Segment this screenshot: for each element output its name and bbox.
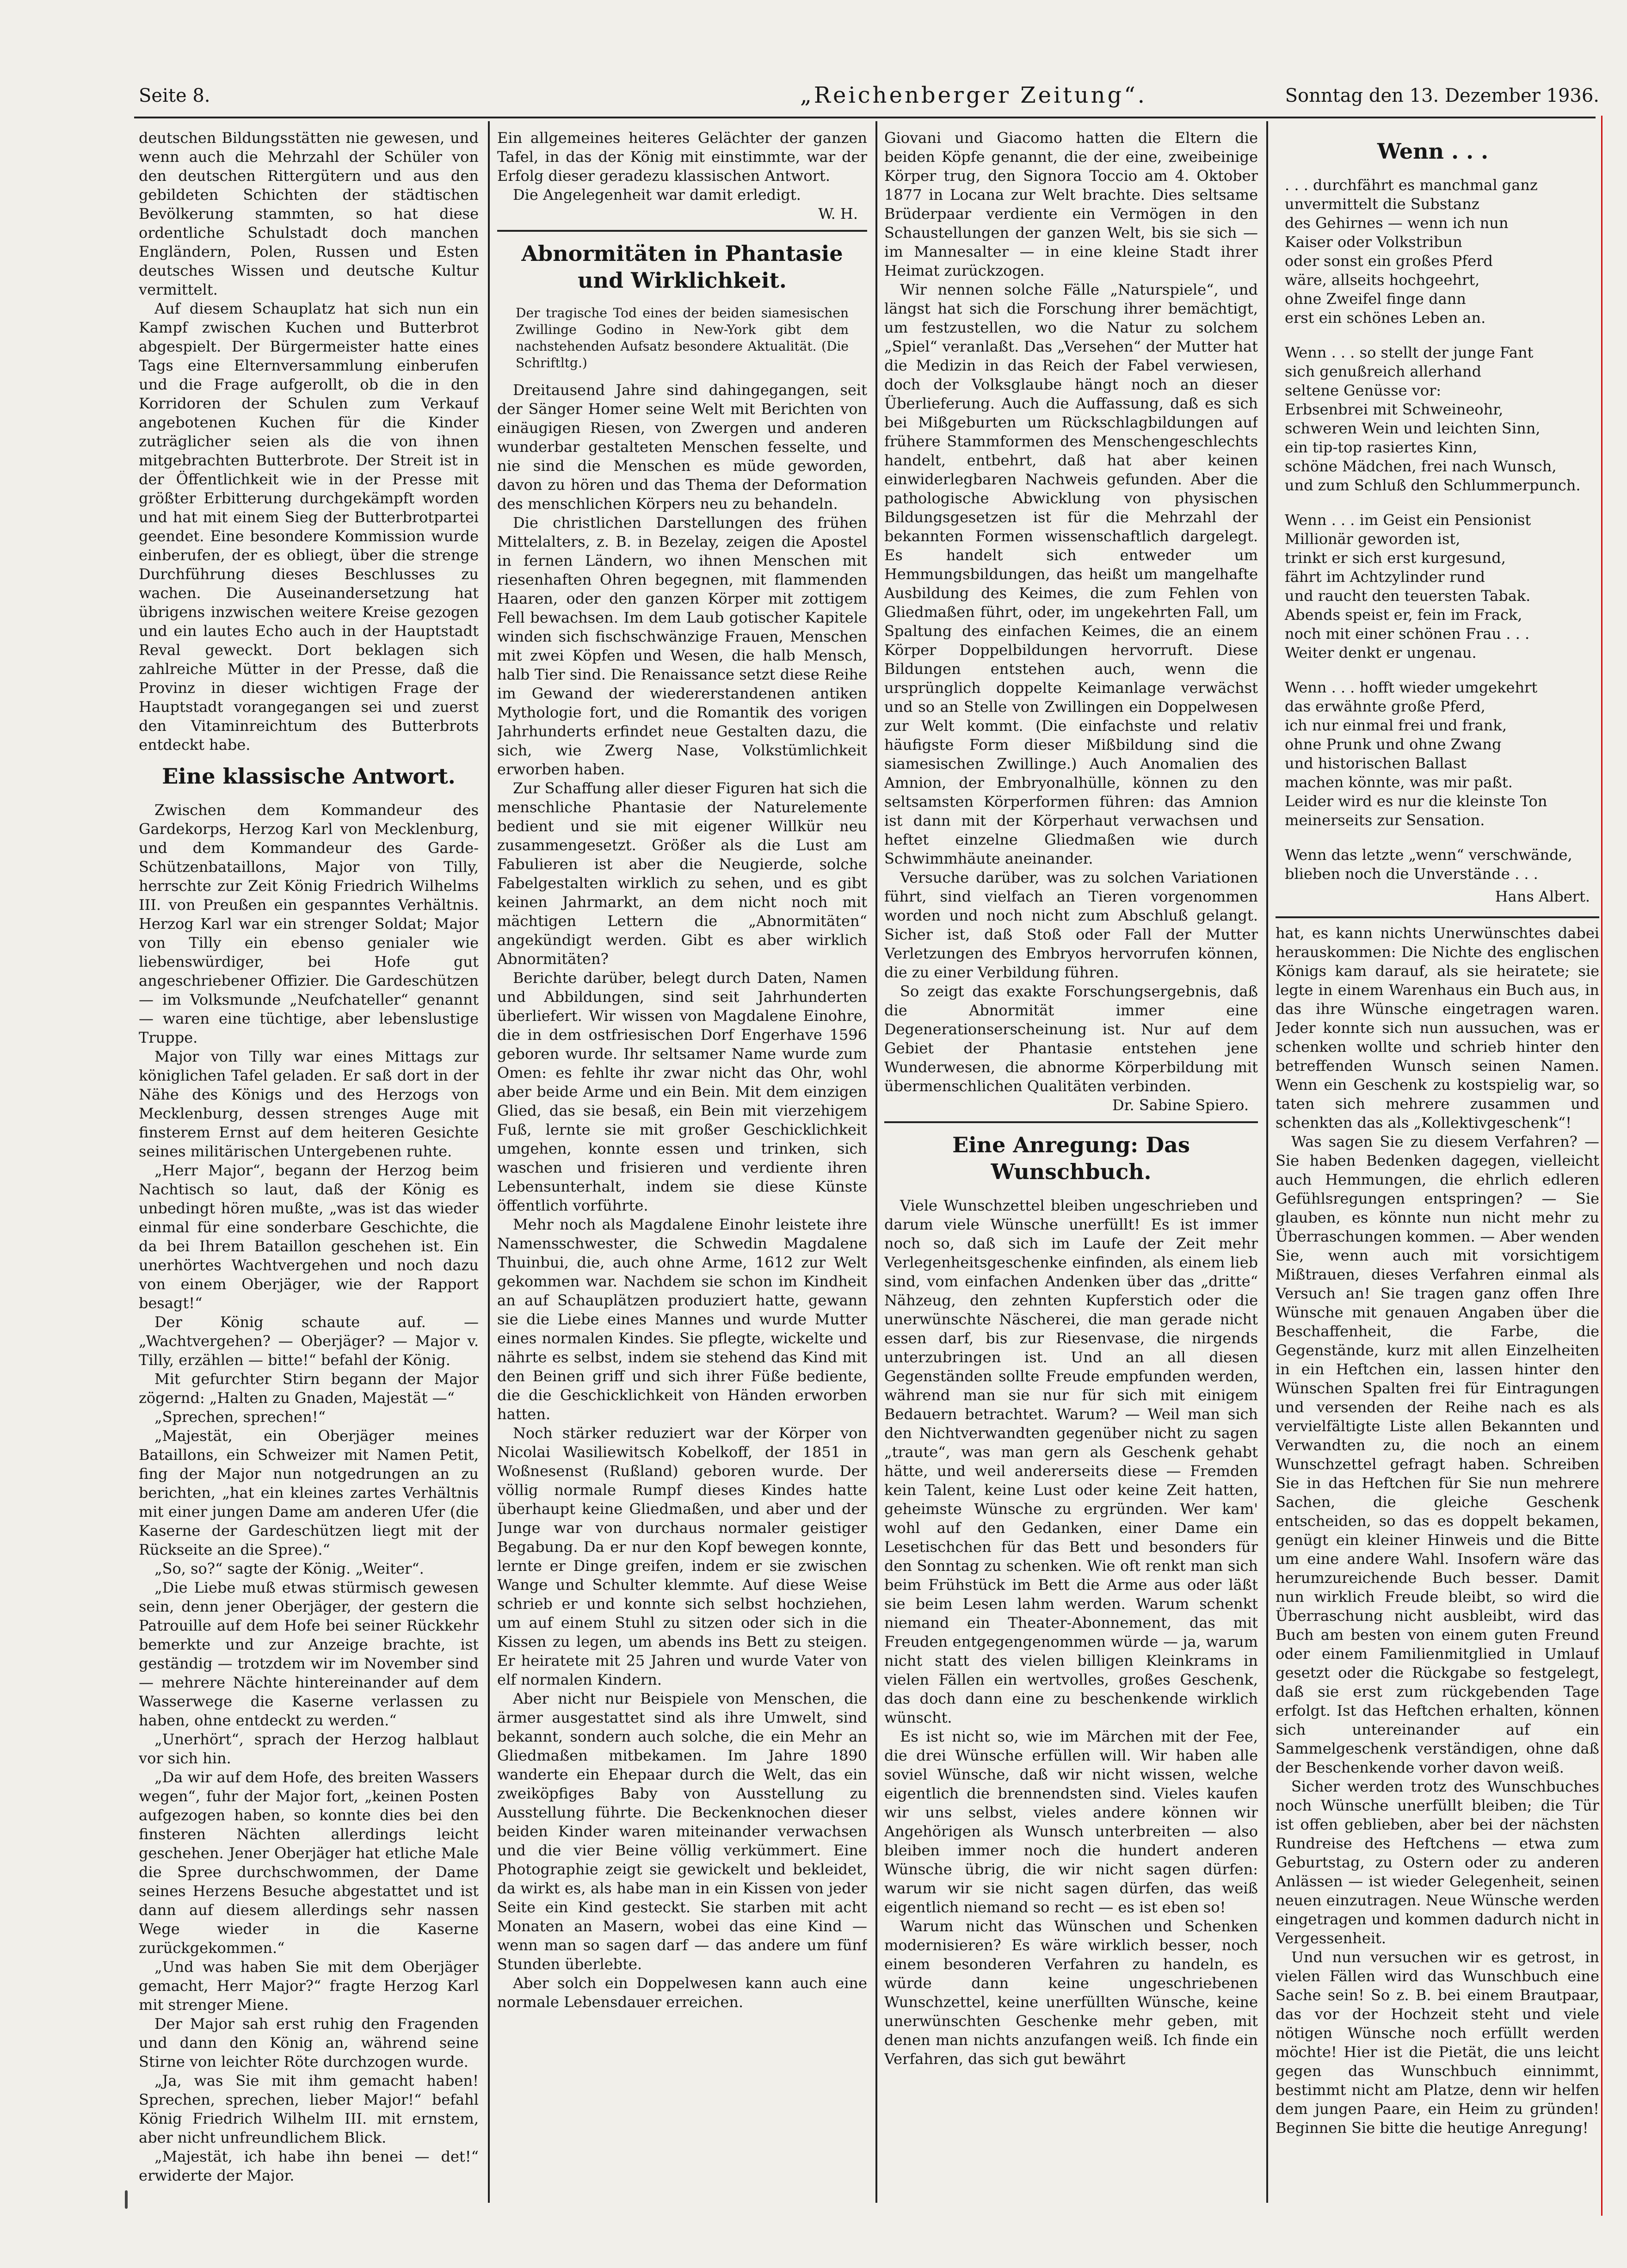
poem-line: fährt im Achtzylinder rund bbox=[1285, 568, 1485, 586]
column-1 bbox=[139, 129, 479, 2196]
poem-line: trinkt er sich erst kurgesund, bbox=[1285, 549, 1506, 567]
poem-line: blieben noch die Unverstände . . . bbox=[1285, 865, 1538, 883]
poem-line: ohne Zweifel finge dann bbox=[1285, 290, 1466, 308]
article-paragraph: „Herr Major“, begann der Herzog beim Nachtisch so laut, daß der König es unbedingt hören mußte, „was ist das wieder einmal für eine sonderbare Geschichte, die da bei Ihrem Bataillon geschehen ist. Ein unerhörtes Wachtvergehen und noch dazu von einem Oberjäger, wie der Rapport besagt!“ bbox=[139, 1162, 479, 1312]
article-paragraph: Und nun versuchen wir es getrost, in vielen Fällen wird das Wunschbuch eine Sache sein! So z. B. bei einem Brautpaar, das vor der Hochzeit steht und viele nötigen Wünsche noch erfüllt werden möchte! Hier ist die Pietät, die uns leicht gegen das Wunschbuch einnimmt, bestimmt nicht am Platze, denn wir helfen dem jungen Paare, ein Heim zu gründen! Beginnen Sie bitte die heutige Anregung! bbox=[1276, 1948, 1599, 2137]
article-paragraph: Viele Wunschzettel bleiben ungeschrieben und darum viele Wünsche unerfüllt! Es ist immer noch so, daß sich im Laufe der Zeit mehr Verlegenheitsgeschenke einfinden, als einem lieb sind, vom einfachen Andenken über das „dritte“ Nähzeug, den zehnten Kupferstich oder die unerwünschte Näscherei, die man gerade nicht essen darf, bis zur Riesenvase, die nirgends unterzubringen ist. Und an all diesen Gegenständen sollte Freude empfunden werden, während man sie nur für sich mit einigem Bedauern betrachtet. Warum? — Weil man sich den Nichtverwandten gegenüber nicht zu sagen „traute“, was man gern als Geschenk gehabt hätte, und weil andererseits diese — Fremden kein Talent, keine Lust oder keine Zeit hatten, geheimste Wünsche zu ergründen. Wer kam' wohl auf den Gedanken, einer Dame ein Lesetischchen für das Bett und besonders für den Sonntag zu schenken. Wie oft renkt man sich beim Frühstück im Bett die Arme aus oder läßt sie beim Lesen lahm werden. Warum schenkt niemand ein Theater-Abonnement, das mit Freuden entgegengenommen würde — ja, warum nicht statt des vielen billigen Kleinkrams in vielen Fällen ein wertvolles, großes Geschenk, das doch dann eine zu beschenkende wirklich wünscht. bbox=[884, 1197, 1258, 1726]
poem-line: ein tip-top rasiertes Kinn, bbox=[1285, 439, 1478, 456]
poem-line: und historischen Ballast bbox=[1285, 754, 1467, 772]
article-paragraph: „Da wir auf dem Hofe, des breiten Wassers wegen“, fuhr der Major fort, „keinen Posten aufgezogen haben, so konnte dies bei den finsteren Nächten allerdings leicht geschehen. Jener Oberjäger hat etliche Male die Spree durchschwommen, der Dame seines Herzens Besuche abgestattet und ist dann auf diesem allerdings sehr nassen Wege wieder in die Kaserne zurückgekommen.“ bbox=[139, 1768, 479, 1957]
margin-mark bbox=[125, 2190, 128, 2209]
article-paragraph: „Unerhört“, sprach der Herzog halblaut vor sich hin. bbox=[139, 1730, 479, 1767]
article-heading: Eine klassische Antwort. bbox=[162, 764, 456, 789]
poem-author: Hans Albert. bbox=[1495, 888, 1590, 905]
poem-line: erst ein schönes Leben an. bbox=[1285, 309, 1486, 327]
article-paragraph: Auf diesem Schauplatz hat sich nun ein Kampf zwischen Kuchen und Butterbrot abgespielt. Der Bürgermeister hatte eines Tags eine Elternversammlung einberufen und die Frage aufgerollt, ob die in den Korridoren der Schulen zum Verkauf angebotenen Kuchen für die Kinder zuträglicher seien als die von ihnen mitgebrachten Butterbrote. Der Streit ist in der Öffentlichkeit wie in der Presse mit größter Erbitterung durchgekämpft worden und hat mit einem Sieg der Butterbrotpartei geendet. Eine besondere Kommission wurde einberufen, der es obliegt, über die strenge Durchführung dieses Beschlusses zu wachen. Die Auseinandersetzung hat übrigens inzwischen weitere Kreise gezogen und ein lautes Echo auch in der Hauptstadt Reval geweckt. Dort beklagen sich zahlreiche Mütter in der Presse, daß die Provinz in dieser wichtigen Frage der Hauptstadt vorangegangen sei und zuerst den Vitaminreichtum des Butterbrots entdeckt habe. bbox=[139, 300, 479, 754]
column-2 bbox=[497, 129, 867, 2196]
editor-note: Der tragische Tod eines der beiden siamesischen Zwillinge Godino in New-York gibt dem nachstehenden Aufsatz besondere Aktualität. (Die Schriftltg.) bbox=[516, 305, 849, 371]
article-paragraph: „Ja, was Sie mit ihm gemacht haben! Sprechen, sprechen, lieber Major!“ befahl König Friedrich Wilhelm III. mit ernstem, aber nicht unfreundlichem Blick. bbox=[139, 2072, 479, 2146]
poem-line: oder sonst ein großes Pferd bbox=[1285, 252, 1493, 270]
article-paragraph: So zeigt das exakte Forschungsergebnis, daß die Abnormität immer eine Degenerationserscheinung ist. Nur auf dem Gebiet der Phantasie entstehen jene Wunderwesen, die abnorme Körperbildung mit übermenschlichen Qualitäten verbinden. bbox=[884, 983, 1258, 1095]
article-paragraph: „Majestät, ein Oberjäger meines Bataillons, ein Schweizer mit Namen Petit, fing der Major nun notgedrungen an zu berichten, „hat ein kleines zartes Verhältnis mit einer jungen Dame am anderen Ufer (die Kaserne der Gardeschützen liegt mit der Rückseite an die Spree).“ bbox=[139, 1427, 479, 1558]
poem-title: Wenn . . . bbox=[1377, 139, 1489, 164]
article-paragraph: Aber nicht nur Beispiele von Menschen, die ärmer ausgestattet sind als ihre Umwelt, sind bekannt, sondern auch solche, die ein Mehr an Gliedmaßen mitbekamen. Im Jahre 1890 wanderte ein Ehepaar durch die Welt, das ein zweiköpfiges Baby von Ausstellung zu Ausstellung führte. Die Beckenknochen dieser beiden Kinder waren miteinander verwachsen und die vier Beine völlig verkümmert. Eine Photographie zeigt sie gewickelt und bekleidet, da wirkt es, als habe man in ein Kissen von jeder Seite ein Kind gesteckt. Sie starben mit acht Monaten an Masern, wobei das eine Kind — wenn man so sagen darf — das andere um fünf Stunden überlebte. bbox=[497, 1690, 867, 1973]
article-paragraph: hat, es kann nichts Unerwünschtes dabei herauskommen: Die Nichte des englischen Königs kam darauf, als sie heiratete; sie legte in einem Warenhaus ein Buch aus, in das ihre Wünsche eingetragen waren. Jeder konnte sich nun aussuchen, was er schenken wollte und schrieb hinter den betreffenden Wunsch seinen Namen. Wenn ein Geschenk zu kostspielig war, so taten sich mehrere zusammen und schenkten das als „Kollektivgeschenk“! bbox=[1276, 924, 1599, 1131]
article-paragraph: „Und was haben Sie mit dem Oberjäger gemacht, Herr Major?“ fragte Herzog Karl mit strenger Miene. bbox=[139, 1958, 479, 2014]
article-paragraph: Ein allgemeines heiteres Gelächter der ganzen Tafel, in das der König mit einstimmte, war der Erfolg dieser geradezu klassischen Antwort. bbox=[497, 129, 867, 185]
header-rule bbox=[134, 117, 1596, 118]
article-paragraph: Zur Schaffung aller dieser Figuren hat sich die menschliche Phantasie der Naturelemente bedient und sie mit eigener Willkür neu zusammengesetzt. Größer als die Lust am Fabulieren ist aber die Neugierde, solche Fabelgestalten wirklich zu sehen, und es gibt keinen Jahrmarkt, an dem nicht noch mit mächtigen Lettern die „Abnormitäten“ angekündigt werden. Gibt es aber wirklich Abnormitäten? bbox=[497, 779, 867, 968]
poem-stanza bbox=[1285, 176, 1599, 328]
poem-line: ohne Prunk und ohne Zwang bbox=[1285, 735, 1502, 753]
poem-line: meinerseits zur Sensation. bbox=[1285, 811, 1485, 829]
poem-line: das erwähnte große Pferd, bbox=[1285, 698, 1485, 715]
issue-date: Sonntag den 13. Dezember 1936. bbox=[1285, 85, 1599, 106]
column-4 bbox=[1276, 129, 1599, 2196]
poem-stanza bbox=[1285, 678, 1599, 830]
poem-line: unvermittelt die Substanz bbox=[1285, 195, 1479, 213]
author-signature: W. H. bbox=[818, 205, 858, 222]
article-paragraph: Die Angelegenheit war damit erledigt. bbox=[513, 186, 801, 204]
poem-line: Wenn das letzte „wenn“ verschwände, bbox=[1285, 846, 1572, 864]
article-paragraph: Giovani und Giacomo hatten die Eltern die beiden Köpfe genannt, die der eine, zweibeinige Körper trug, den Signora Toccio am 4. Oktober 1877 in Locana zur Welt brachte. Dies seltsame Brüderpaar verdiente ein Vermögen in den Schaustellungen der ganzen Welt, bis sie sich — im Mannesalter — in eine kleine Stadt ihrer Heimat zurückzogen. bbox=[884, 129, 1258, 279]
article-paragraph: Dreitausend Jahre sind dahingegangen, seit der Sänger Homer seine Welt mit Berichten von einäugigen Riesen, von Zwergen und anderen wunderbar gestalteten Menschen fesselte, und nie sind die Menschen es müde geworden, davon zu hören und das Thema der Deformation des menschlichen Körpers neu zu behandeln. bbox=[497, 381, 867, 513]
poem-line: Abends speist er, fein im Frack, bbox=[1285, 606, 1522, 624]
article-paragraph: „Sprechen, sprechen!“ bbox=[154, 1408, 326, 1426]
newspaper-title: „Reichenberger Zeitung“. bbox=[800, 82, 1147, 108]
article-paragraph: Versuche darüber, was zu solchen Variationen führt, sind vielfach an Tieren vorgenommen worden und noch nicht zum Abschluß gelangt. Sicher ist, daß Stoß oder Fall der Mutter Verletzungen des Embryos hervorrufen können, die zu einer Verbildung führen. bbox=[884, 869, 1258, 981]
poem-line: machen könnte, was mir paßt. bbox=[1285, 773, 1513, 791]
poem-stanza bbox=[1285, 511, 1599, 662]
poem-line: Wenn . . . hofft wieder umgekehrt bbox=[1285, 679, 1538, 696]
article-paragraph: „Majestät, ich habe ihn benei — det!“ erwiderte der Major. bbox=[139, 2148, 479, 2184]
poem-line: seltene Genüsse vor: bbox=[1285, 382, 1442, 399]
poem-line: Wenn . . . im Geist ein Pensionist bbox=[1285, 511, 1531, 529]
article-paragraph: Wir nennen solche Fälle „Naturspiele“, und längst hat sich die Forschung ihrer bemächtigt, um festzustellen, wo die Natur zu solchem „Spiel“ veranlaßt. Das „Versehen“ der Mutter hat die Medizin in das Reich der Fabel verwiesen, doch der Volksglaube hängt noch an dieser Überlieferung. Auch die Auffassung, daß es sich bei Mißgeburten um Rückschlagbildungen auf frühere Stammformen des Menschengeschlechts handelt, entbehrt, daß hat aber keinen einwiderlegbaren Nachweis gefunden. Aber die pathologische Abwicklung von physischen Bildungsgesetzen ist für die Mehrzahl der bekannten Formen wissenschaftlich dargelegt. Es handelt sich entweder um Hemmungsbildungen, das heißt um mangelhafte Ausbildung des Keimes, die zum Fehlen von Gliedmaßen führt, oder, im ungekehrten Fall, um Spaltung des einfachen Keimes, die an einem Körper Doppelbildungen hervorruft. Diese Bildungen entstehen auch, wenn die ursprünglich doppelte Keimanlage verwächst und so an Stelle von Zwillingen ein Doppelwesen zur Welt kommt. (Die einfachste und relativ häufigste Form dieser Mißbildung sind die siamesischen Zwillinge.) Auch Anomalien des Amnion, der Embryonalhülle, können zu den seltsamsten Körperformen führen: das Amnion ist dann mit der Körperhaut verwachsen und heftet einzelne Gliedmaßen wie durch Schwimmhäute aneinander. bbox=[884, 281, 1258, 867]
column-rule bbox=[875, 121, 877, 2203]
page-edge-line bbox=[1601, 116, 1602, 2216]
article-heading: Abnormitäten in Phantasie und Wirklichkeit. bbox=[521, 241, 843, 293]
poem-line: und zum Schluß den Schlummerpunch. bbox=[1285, 476, 1581, 494]
poem-line: Wenn . . . so stellt der junge Fant bbox=[1285, 344, 1534, 361]
article-paragraph: Es ist nicht so, wie im Märchen mit der Fee, die drei Wünsche erfüllen will. Wir haben alle soviel Wünsche, daß wir nicht wissen, welche eigentlich die brennendsten sind. Vieles kaufen wir uns selbst, vieles andere können wir Angehörigen als Wunsch unterbreiten — also bleiben immer noch die hundert anderen Wünsche übrig, die wir nicht sagen dürfen: warum wir sie nicht sagen dürfen, das weiß eigentlich niemand so recht — es ist eben so! bbox=[884, 1728, 1258, 1916]
article-paragraph: Berichte darüber, belegt durch Daten, Namen und Abbildungen, sind seit Jahrhunderten überliefert. Wir wissen von Magdalene Einohre, die in dem ostfriesischen Dorf Engerhave 1596 geboren wurde. Ihr seltsamer Name wurde zum Omen: es fehlte ihr zwar nicht das Ohr, wohl aber beide Arme und ein Bein. Mit dem einzigen Glied, das sie besaß, ein Bein mit vierzehigem Fuß, lernte sie mit großer Geschicklichkeit umgehen, konnte essen und trinken, sich waschen und frisieren und verdiente ihren Lebensunterhalt, indem sie diese Künste öffentlich vorführte. bbox=[497, 969, 867, 1214]
author-signature: Dr. Sabine Spiero. bbox=[1112, 1096, 1249, 1114]
article-paragraph: Zwischen dem Kommandeur des Gardekorps, Herzog Karl von Mecklenburg, und dem Kommandeur des Garde-Schützenbataillons, Major von Tilly, herrschte zur Zeit König Friedrich Wilhelms III. von Preußen ein gespanntes Verhältnis. Herzog Karl war ein strenger Soldat; Major von Tilly ein ebenso genialer wie liebenswürdiger, bei Hofe gut angeschriebener Offizier. Die Gardeschützen — im Volksmunde „Neufchateller“ genannt — waren eine tüchtige, aber lebenslustige Truppe. bbox=[139, 801, 479, 1046]
article-paragraph: Sicher werden trotz des Wunschbuches noch Wünsche unerfüllt bleiben; die Tür ist offen geblieben, aber bei der nächsten Rundreise des Heftchens — etwa zum Geburtstag, zu Ostern oder zu anderen Anlässen — ist wieder Gelegenheit, seinen neuen einzutragen. Neue Wünsche werden eingetragen und kommen dadurch nicht in Vergessenheit. bbox=[1276, 1778, 1599, 1947]
article-paragraph: Der Major sah erst ruhig den Fragenden und dann den König an, während seine Stirne von leichter Röte durchzogen wurde. bbox=[139, 2015, 479, 2070]
article-paragraph: Noch stärker reduziert war der Körper von Nicolai Wasiliewitsch Kobelkoff, der 1851 in Woßnesenst (Rußland) geboren wurde. Der völlig normale Rumpf dieses Kindes hatte überhaupt keine Gliedmaßen, und aber und der Junge war von durchaus normaler geistiger Begabung. Da er nur den Kopf bewegen konnte, lernte er Dinge greifen, indem er sie zwischen Wange und Schulter klemmte. Auf diese Weise schrieb er und konnte sich selbst hochziehen, um auf einem Stuhl zu sitzen oder sich in die Kissen zu legen, um abends ins Bett zu steigen. Er heiratete mit 25 Jahren und wurde Vater von elf normalen Kindern. bbox=[497, 1424, 867, 1688]
column-rule bbox=[1266, 121, 1268, 2203]
article-paragraph: Die christlichen Darstellungen des frühen Mittelalters, z. B. in Bezelay, zeigen die Apostel in fernen Ländern, wo ihnen Menschen mit riesenhaften Ohren begegnen, mit flammenden Haaren, oder den ganzen Körper mit zottigem Fell bewachsen. Im dem Laub gotischer Kapitele winden sich fischschwänzige Frauen, Menschen mit zwei Köpfen und Wesen, die halb Mensch, halb Tier sind. Die Renaissance setzt diese Reihe im Gewand der wiedererstandenen antiken Mythologie fort, und die Romantik des vorigen Jahrhunderts erfindet neue Gestalten dazu, die sich, wie Zwerg Nase, Volkstümlichkeit erworben haben. bbox=[497, 514, 867, 778]
poem-line: ich nur einmal frei und frank, bbox=[1285, 717, 1507, 734]
article-paragraph: Warum nicht das Wünschen und Schenken modernisieren? Es wäre wirklich besser, noch einem besonderen Verfahren zu handeln, es würde dann keine ungeschriebenen Wunschzettel, keine unerfüllten Wünsche, keine unerwünschten Geschenke mehr geben, mit denen man nichts anzufangen weiß. Ich finde ein Verfahren, das sich gut bewährt bbox=[884, 1917, 1258, 2068]
poem-line: des Gehirnes — wenn ich nun bbox=[1285, 214, 1509, 232]
poem-line: und raucht den teuersten Tabak. bbox=[1285, 587, 1531, 605]
article-paragraph: „Die Liebe muß etwas stürmisch gewesen sein, denn jener Oberjäger, der gestern die Patrouille auf dem Hofe bei seiner Rückkehr bemerkte und zur Anzeige brachte, ist geständig — trotzdem wir im November sind — mehrere Nächte hintereinander auf dem Wasserwege die Kaserne verlassen zu haben, ohne entdeckt zu werden.“ bbox=[139, 1579, 479, 1729]
poem-line: schweren Wein und leichten Sinn, bbox=[1285, 420, 1541, 437]
poem-line: sich genußreich allerhand bbox=[1285, 363, 1482, 380]
article-paragraph: Was sagen Sie zu diesem Verfahren? — Sie haben Bedenken dagegen, vielleicht auch Hemmungen, die ehrlich edleren Gefühlsregungen entspringen? — Sie glauben, es könnte nun nicht mehr zu Überraschungen kommen. — Aber wenden Sie, wenn auch mit vorsichtigem Mißtrauen, dieses Verfahren einmal als Versuch an! Sie tragen ganz offen Ihre Wünsche mit genauen Angaben über die Beschaffenheit, die Farbe, die Gegenstände, kurz mit allen Einzelheiten in ein Heftchen ein, lassen hinter den Wünschen Spalten frei für Eintragungen und versenden der Reihe nach es als vervielfältigte Liste allen Bekannten und Verwandten zu, die noch an einem Wunschzettel gefragt haben. Schreiben Sie in das Heftchen für Sie nun mehrere Sachen, die gleiche Geschenk entscheiden, so das es doppelt bekamen, genügt ein kleiner Hinweis und die Bitte um eine andere Wahl. Insofern wäre das herumzureichende Buch besser. Damit nun wirklich Freude bleibt, so wird die Überraschung nicht ausbleibt, wird das Buch am besten von einem guten Freund oder einem Familienmitglied in Umlauf gesetzt oder die Rückgabe so festgelegt, daß sie erst zum rückgebenden Tage erfolgt. Ist das Heftchen erhalten, können sich untereinander auf ein Sammelgeschenk verständigen, ohne daß der Beschenkende vorher davon weiß. bbox=[1276, 1133, 1599, 1776]
poem-line: wäre, allseits hochgeehrt, bbox=[1285, 271, 1480, 289]
poem-line: Leider wird es nur die kleinste Ton bbox=[1285, 792, 1547, 810]
poem-line: noch mit einer schönen Frau . . . bbox=[1285, 625, 1530, 643]
article-paragraph: Mit gefurchter Stirn begann der Major zögernd: „Halten zu Gnaden, Majestät —“ bbox=[139, 1370, 479, 1407]
section-rule bbox=[1276, 916, 1599, 918]
column-rule bbox=[488, 121, 490, 2203]
article-paragraph: „So, so?“ sagte der König. „Weiter“. bbox=[154, 1560, 424, 1577]
section-rule bbox=[884, 1121, 1258, 1123]
article-paragraph: Der König schaute auf. — „Wachtvergehen? — Oberjäger? — Major v. Tilly, erzählen — bitte!“ befahl der König. bbox=[139, 1313, 479, 1369]
article-paragraph: Major von Tilly war eines Mittags zur königlichen Tafel geladen. Er saß dort in der Nähe des Königs und des Herzogs von Mecklenburg, dessen strenges Auge mit finsterem Ernst auf dem heiteren Gesichte seines militärischen Untergebenen ruhte. bbox=[139, 1048, 479, 1160]
article-paragraph: Mehr noch als Magdalene Einohr leistete ihre Namensschwester, die Schwedin Magdalene Thuinbui, die, auch ohne Arme, 1612 zur Welt gekommen war. Nachdem sie schon im Kindheit an auf Schauplätzen produziert hatte, gewann sie die Liebe eines Mannes und wurde Mutter eines normalen Kindes. Sie pflegte, wickelte und nährte es selbst, indem sie stehend das Kind mit den Beinen griff und sich ihrer Füße bediente, die die Geschicklichkeit von Händen erworben hatten. bbox=[497, 1216, 867, 1423]
poem-line: Kaiser oder Volkstribun bbox=[1285, 233, 1462, 251]
column-3 bbox=[884, 129, 1258, 2196]
page-number: Seite 8. bbox=[139, 85, 210, 106]
article-paragraph: Aber solch ein Doppelwesen kann auch eine normale Lebensdauer erreichen. bbox=[497, 1974, 867, 2011]
poem-line: Erbsenbrei mit Schweineohr, bbox=[1285, 401, 1504, 418]
poem-stanza bbox=[1285, 846, 1599, 884]
section-rule bbox=[497, 230, 867, 232]
poem-stanza bbox=[1285, 343, 1599, 495]
poem-line: . . . durchfährt es manchmal ganz bbox=[1285, 176, 1538, 194]
poem bbox=[1276, 138, 1599, 906]
article-paragraph: deutschen Bildungsstätten nie gewesen, und wenn auch die Mehrzahl der Schüler von den deutschen Rittergütern und aus den gebildeten Schichten der städtischen Bevölkerung stammten, so hat diese ordentliche Schulstadt doch manchen Engländern, Polen, Russen und Esten deutsches Wissen und deutsche Kultur vermittelt. bbox=[139, 129, 479, 298]
poem-line: Weiter denkt er ungenau. bbox=[1285, 644, 1477, 661]
page-header bbox=[139, 79, 1599, 111]
poem-line: Millionär geworden ist, bbox=[1285, 530, 1461, 548]
article-heading: Eine Anregung: Das Wunschbuch. bbox=[952, 1132, 1190, 1184]
poem-line: schöne Mädchen, frei nach Wunsch, bbox=[1285, 457, 1557, 475]
